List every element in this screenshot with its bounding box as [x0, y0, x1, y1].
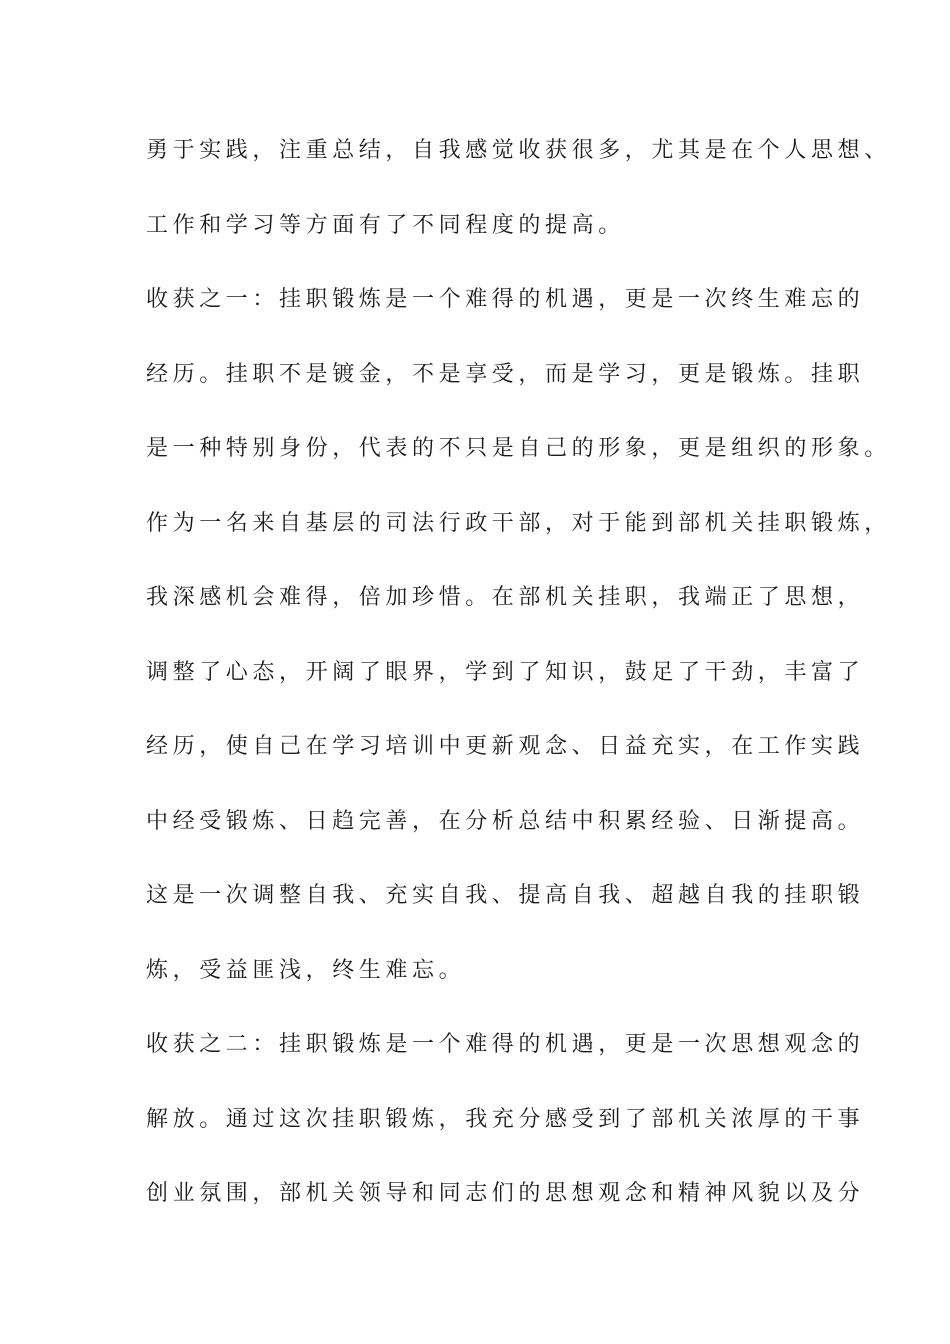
text-line-2: 工作和学习等方面有了不同程度的提高。	[146, 212, 625, 238]
text-line-15: 创业氛围，部机关领导和同志们的思想观念和精神风貌以及分	[146, 1181, 865, 1206]
text-line-8: 调整了心态，开阔了眼界，学到了知识，鼓足了干劲，丰富了	[146, 659, 865, 685]
text-line-11: 这是一次调整自我、充实自我、提高自我、超越自我的挂职锻	[146, 883, 865, 908]
text-line-9: 经历，使自己在学习培训中更新观念、日益充实，在工作实践	[146, 734, 865, 759]
text-line-12: 炼，受益匪浅，终生难忘。	[146, 957, 466, 983]
text-line-5: 是一种特别身份，代表的不只是自己的形象，更是组织的形象。	[146, 436, 891, 461]
text-line-13: 收获之二：挂职锻炼是一个难得的机遇，更是一次思想观念的	[146, 1032, 865, 1057]
text-line-14: 解放。通过这次挂职锻炼，我充分感受到了部机关浓厚的干事	[146, 1106, 865, 1132]
text-line-4: 经历。挂职不是镀金，不是享受，而是学习，更是锻炼。挂职	[146, 361, 865, 387]
text-line-10: 中经受锻炼、日趋完善，在分析总结中积累经验、日渐提高。	[146, 808, 865, 834]
body-text	[146, 127, 891, 1245]
text-line-1: 勇于实践，注重总结，自我感觉收获很多，尤其是在个人思想、	[146, 138, 891, 163]
text-line-7: 我深感机会难得，倍加珍惜。在部机关挂职，我端正了思想，	[146, 585, 865, 610]
text-line-3: 收获之一：挂职锻炼是一个难得的机遇，更是一次终生难忘的	[146, 287, 865, 312]
text-line-6: 作为一名来自基层的司法行政干部，对于能到部机关挂职锻炼，	[146, 510, 891, 536]
